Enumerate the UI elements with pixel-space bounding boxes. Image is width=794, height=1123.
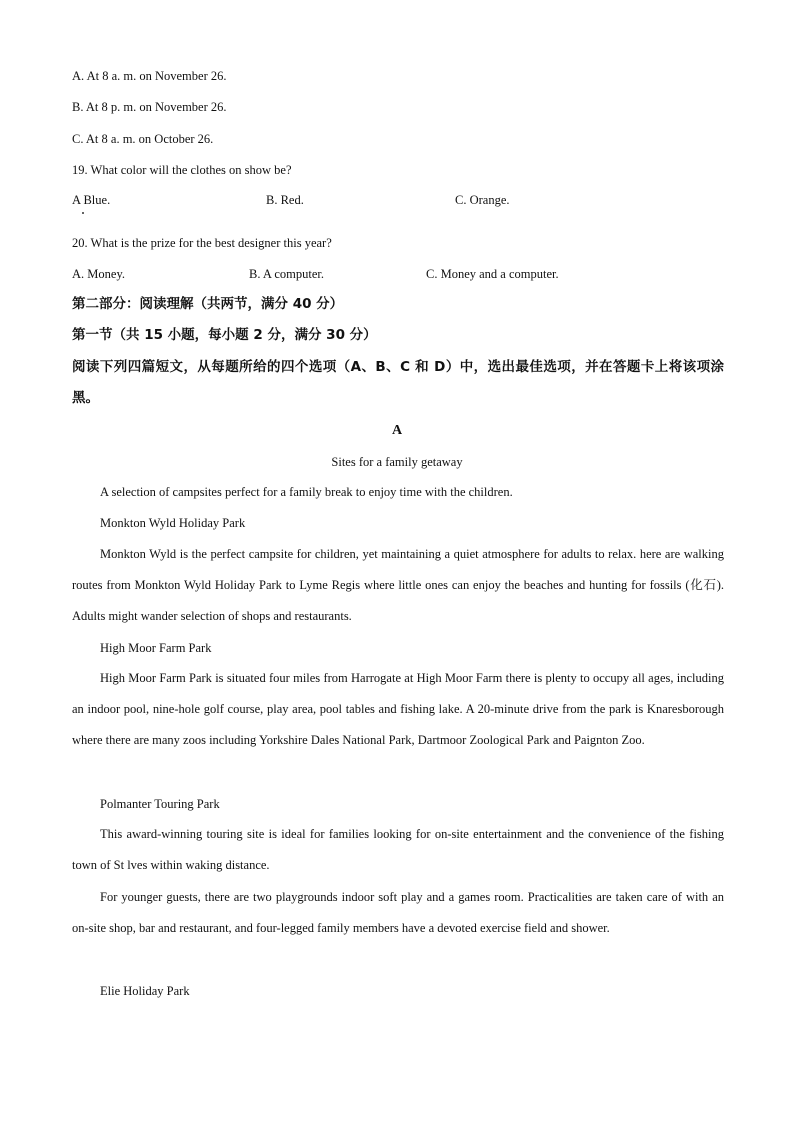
- q20-option-b: B. A computer.: [249, 267, 324, 281]
- q19-option-c: C. Orange.: [455, 193, 510, 207]
- q20-option-a: A. Money.: [72, 267, 126, 281]
- passage-intro: A selection of campsites perfect for a family break to enjoy time with the children.: [100, 485, 513, 499]
- passage-letter: A: [391, 423, 403, 438]
- park2-text: High Moor Farm Park is situated four miles from Harrogate at High Moor Farm there is plenty to occupy all ages, including an indoor pool, nine-hole golf course, play area, pool tables and fishing lake. A 20-minute drive from the park is Knaresborough where there are many zoos including Yorkshire Dales National Park, Dartmoor Zoological Park and Paignton Zoo.: [72, 671, 724, 748]
- park4-name: Elie Holiday Park: [100, 984, 190, 998]
- q18-option-c: C. At 8 a. m. on October 26.: [72, 132, 214, 146]
- reading-instruction: 阅读下列四篇短文，从每题所给的四个选项（A、B、C 和 D）中，选出最佳选项，并在答题卡上将该项涂黑。: [72, 359, 724, 406]
- q20-question: 20. What is the prize for the best designer this year?: [72, 236, 332, 250]
- park1-text: Monkton Wyld is the perfect campsite for children, yet maintaining a quiet atmosphere for adults to relax. here are walking routes from Monkton Wyld Holiday Park to Lyme Regis where little ones can enjoy the beaches and hunting for fossils (化石). Adults might wander selection of shops and restaurants.: [72, 547, 724, 624]
- part2-heading: 第二部分：阅读理解（共两节，满分 40 分）: [72, 296, 344, 312]
- park3-name: Polmanter Touring Park: [100, 797, 220, 811]
- park3-text-2: For younger guests, there are two playgrounds indoor soft play and a games room. Practicalities are taken care of with an on-site shop, bar and restaurant, and four-legged family members have a devoted exercise field and shower.: [72, 890, 724, 936]
- park3-text-1: This award-winning touring site is ideal for families looking for on-site entertainment and the convenience of the fishing town of St lves within waking distance.: [72, 827, 724, 873]
- q18-option-b: B. At 8 p. m. on November 26.: [72, 100, 227, 114]
- stray-dot: [82, 212, 84, 214]
- q19-option-a: A Blue.: [72, 193, 111, 207]
- passage-title: Sites for a family getaway: [331, 455, 463, 469]
- q18-option-a: A. At 8 a. m. on November 26.: [72, 69, 227, 83]
- park2-name: High Moor Farm Park: [100, 641, 212, 655]
- q19-option-b: B. Red.: [266, 193, 304, 207]
- q20-option-c: C. Money and a computer.: [426, 267, 559, 281]
- q19-question: 19. What color will the clothes on show be?: [72, 163, 292, 177]
- park1-name: Monkton Wyld Holiday Park: [100, 516, 246, 530]
- section1-heading: 第一节（共 15 小题，每小题 2 分，满分 30 分）: [72, 327, 377, 343]
